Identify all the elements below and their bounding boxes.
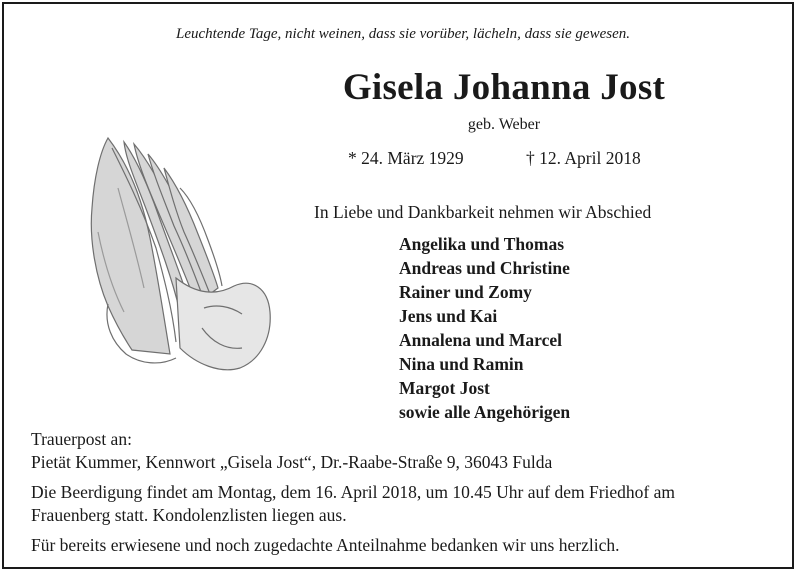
mail-heading: Trauerpost an: bbox=[31, 429, 132, 449]
mourner-name: Angelika und Thomas bbox=[399, 234, 565, 254]
mourner-name: Jens und Kai bbox=[399, 306, 498, 326]
mourner-name: sowie alle Angehörigen bbox=[399, 402, 571, 422]
funeral-info-line-1: Die Beerdigung findet am Montag, dem 16. April 2018, um 10.45 Uhr auf dem Friedhof am bbox=[31, 482, 675, 502]
death-date: † 12. April 2018 bbox=[526, 148, 641, 168]
thanks-text: Für bereits erwiesene und noch zugedachte Anteilnahme bedanken wir uns herzlich. bbox=[31, 535, 620, 555]
mail-address: Pietät Kummer, Kennwort „Gisela Jost“, Dr.-Raabe-Straße 9, 36043 Fulda bbox=[31, 452, 553, 472]
mourner-name: Rainer und Zomy bbox=[399, 282, 532, 302]
praying-hands-icon bbox=[84, 128, 274, 378]
mourner-name: Nina und Ramin bbox=[399, 354, 524, 374]
mourner-name: Annalena und Marcel bbox=[399, 330, 563, 350]
deceased-name: Gisela Johanna Jost bbox=[342, 67, 666, 108]
birth-date: * 24. März 1929 bbox=[348, 148, 464, 168]
motto: Leuchtende Tage, nicht weinen, dass sie vorüber, lächeln, dass sie gewesen. bbox=[176, 26, 630, 42]
mourner-name: Andreas und Christine bbox=[399, 258, 570, 278]
mourners-list bbox=[399, 232, 570, 424]
farewell-text: In Liebe und Dankbarkeit nehmen wir Abschied bbox=[314, 202, 652, 222]
mourner-name: Margot Jost bbox=[399, 378, 490, 398]
maiden-name: geb. Weber bbox=[467, 116, 541, 133]
funeral-info-line-2: Frauenberg statt. Kondolenzlisten liegen aus. bbox=[31, 505, 347, 525]
obituary-notice bbox=[2, 2, 794, 569]
